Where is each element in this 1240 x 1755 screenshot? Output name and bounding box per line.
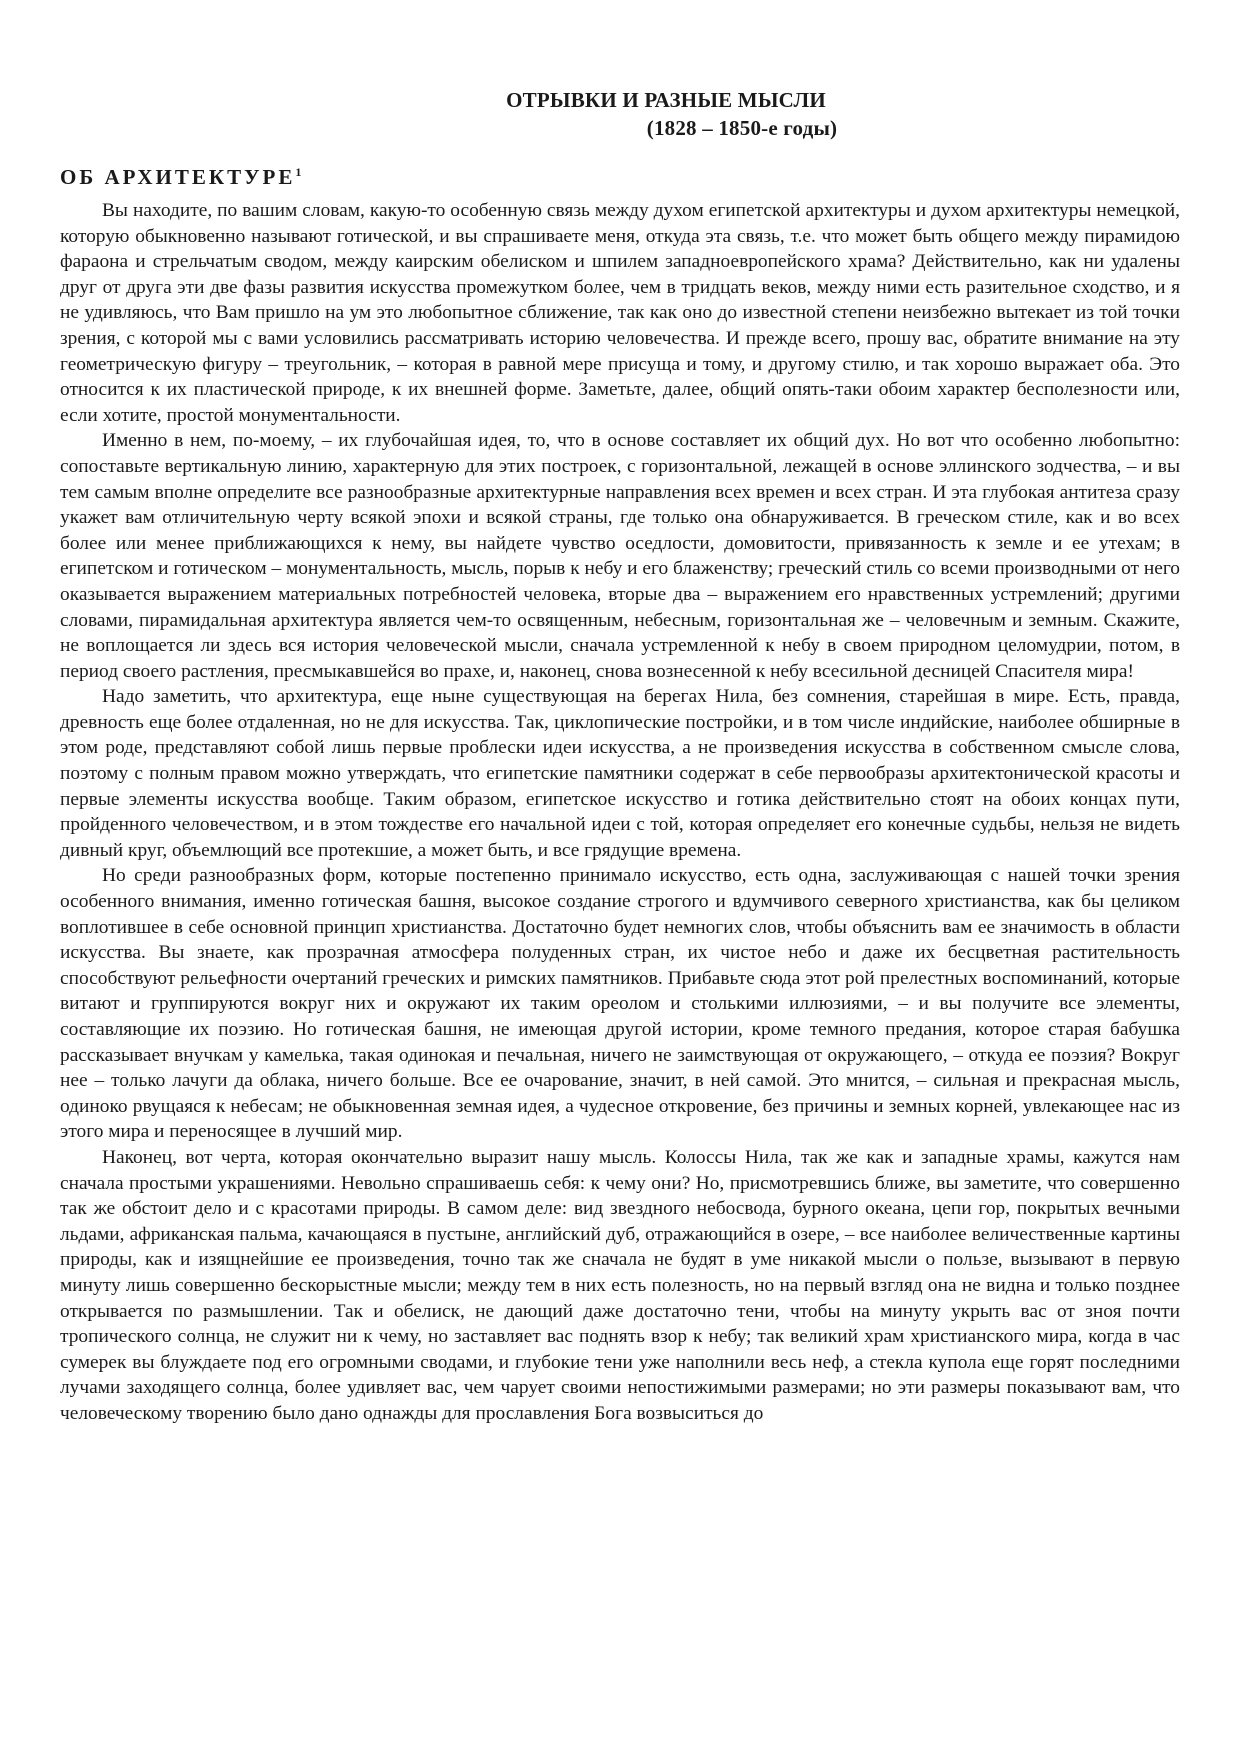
paragraph-4: Но среди разнообразных форм, которые постепенно принимало искусство, есть одна, заслуживающая с нашей точки зрения особенного внимания, именно готическая башня, высокое создание строгого и вдумчивого северного христианства, как бы целиком воплотившее в себе основной принцип христианства. Достаточно будет немногих слов, чтобы объяснить вам ее значимость в области искусства. Вы знаете, как прозрачная атмосфера полуденных стран, их чистое небо и даже их бесцветная растительность способствуют рельефности очертаний греческих и римских памятников. Прибавьте сюда этот рой прелестных воспоминаний, которые витают и группируются вокруг них и окружают их таким ореолом и столькими иллюзиями, – и вы получите все элементы, составляющие их поэзию. Но готическая башня, не имеющая другой истории, кроме темного предания, которое старая бабушка рассказывает внучкам у камелька, такая одинокая и печальная, ничего не заимствующая от окружающего, – откуда ее поэзия? Вокруг нее – только лачуги да облака, ничего больше. Все ее очарование, значит, в ней самой. Это мнится, – сильная и прекрасная мысль, одиноко рвущаяся к небесам; не обыкновенная земная идея, а чудесное откровение, без причины и земных корней, увлекающее нас из этого мира и переносящее в лучший мир. xyxy=(60,865,1180,1143)
document-title-line-1: ОТРЫВКИ И РАЗНЫЕ МЫСЛИ xyxy=(506,88,826,112)
section-heading-text: ОБ АРХИТЕКТУРЕ xyxy=(60,165,296,189)
document-page xyxy=(60,0,1180,1755)
footnote-marker[interactable]: 1 xyxy=(295,165,302,179)
paragraph-3: Надо заметить, что архитектура, еще ныне существующая на берегах Нила, без сомнения, старейшая в мире. Есть, правда, древность еще более отдаленная, но не для искусства. Так, циклопические постройки, и в том числе индийские, наиболее обширные в этом роде, представляют собой лишь первые проблески идеи искусства, а не произведения искусства в собственном смысле слова, поэтому с полным правом можно утверждать, что египетские памятники содержат в себе первообразы архитектонической красоты и первые элементы искусства вообще. Таким образом, египетское искусство и готика действительно стоят на обоих концах пути, пройденного человечеством, и в этом тождестве его начальной идеи с той, которая определяет его конечные судьбы, нельзя не видеть дивный круг, объемлющий все протекшие, а может быть, и все грядущие времена. xyxy=(60,686,1180,861)
paragraph-1: Вы находите, по вашим словам, какую-то особенную связь между духом египетской архитектуры и духом архитектуры немецкой, которую обыкновенно называют готической, и вы спрашиваете меня, откуда эта связь, т.е. что может быть общего между пирамидою фараона и стрельчатым сводом, между каирским обелиском и шпилем западноевропейского храма? Действительно, как ни удалены друг от друга эти две фазы развития искусства промежутком более, чем в тридцать веков, между ними есть разительное сходство, и я не удивляюсь, что Вам пришло на ум это любопытное сближение, так как оно до известной степени неизбежно вытекает из той точки зрения, с которой мы с вами условились рассматривать историю человечества. И прежде всего, прошу вас, обратите внимание на эту геометрическую фигуру – треугольник, – которая в равной мере присуща и тому, и другому стилю, и так хорошо выражает оба. Это относится к их пластической природе, к их внешней форме. Заметьте, далее, общий опять-таки обоим характер бесполезности или, если хотите, простой монументальности. xyxy=(60,200,1180,426)
paragraph-5: Наконец, вот черта, которая окончательно выразит нашу мысль. Колоссы Нила, так же как и западные храмы, кажутся нам сначала простыми украшениями. Невольно спрашиваешь себя: к чему они? Но, присмотревшись ближе, вы заметите, что совершенно так же обстоит дело и с красотами природы. В самом деле: вид звездного небосвода, бурного океана, цепи гор, покрытых вечными льдами, африканская пальма, качающаяся в пустыне, английский дуб, отражающийся в озере, – все наиболее величественные картины природы, как и изящнейшие ее произведения, точно так же сначала не будят в уме никакой мысли о пользе, вызывают в первую минуту лишь совершенно бескорыстные мысли; между тем в них есть полезность, но на первый взгляд она не видна и только позднее открывается по размышлении. Так и обелиск, не дающий даже достаточно тени, чтобы на минуту укрыть вас от зноя почти тропического солнца, не служит ни к чему, но заставляет вас поднять взор к небу; так великий храм христианского мира, когда в час сумерек вы блуждаете под его огромными сводами, и глубокие тени уже наполнили весь неф, а стекла купола еще горят последними лучами заходящего солнца, более удивляет вас, чем чарует своими непостижимыми размерами; но эти размеры показывают вам, что человеческому творению было дано однажды для прославления Бога возвыситься до xyxy=(60,1146,1180,1424)
paragraph-2: Именно в нем, по-моему, – их глубочайшая идея, то, что в основе составляет их общий дух. Но вот что особенно любопытно: сопоставьте вертикальную линию, характерную для этих построек, с горизонтальной, лежащей в основе эллинского зодчества, – и вы тем самым вполне определите все разнообразные архитектурные направления всех времен и всех стран. И эта глубокая антитеза сразу укажет вам отличительную черту всякой эпохи и всякой страны, где только она обнаруживается. В греческом стиле, как и во всех более или менее приближающихся к нему, вы найдете чувство оседлости, домовитости, привязанность к земле и ее утехам; в египетском и готическом – монументальность, мысль, порыв к небу и его блаженству; греческий стиль со всеми производными от него оказывается выражением материальных потребностей человека, вторые два – выражением его нравственных устремлений; другими словами, пирамидальная архитектура является чем-то освященным, небесным, горизонтальная же – человечным и земным. Скажите, не воплощается ли здесь вся история человеческой мысли, сначала устремленной к небу в своем природном целомудрии, потом, в период своего растления, пресмыкавшейся во прахе, и, наконец, снова вознесенной к небу всесильной десницей Спасителя мира! xyxy=(60,430,1180,682)
document-title-line-2: (1828 – 1850-е годы) xyxy=(646,116,838,140)
section-heading xyxy=(60,163,301,191)
document-title xyxy=(60,86,1180,142)
body-text xyxy=(60,198,1180,1427)
